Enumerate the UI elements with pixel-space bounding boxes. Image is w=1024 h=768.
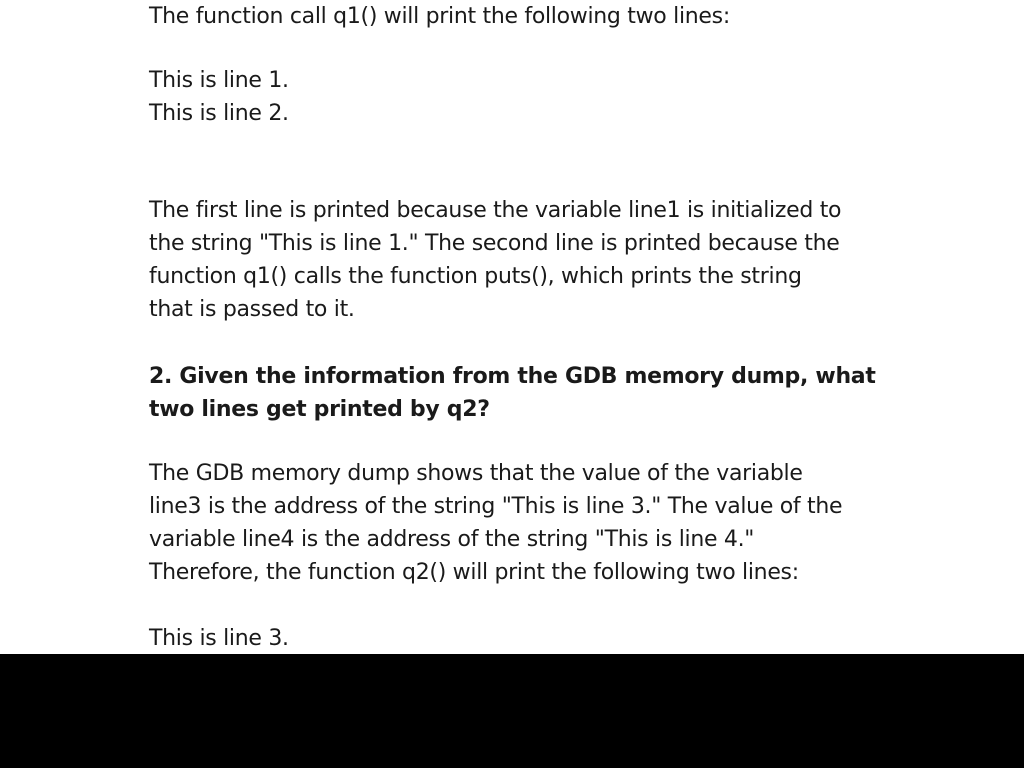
output-line-1: This is line 1. — [149, 68, 289, 93]
answer-line: The GDB memory dump shows that the value of the variable — [149, 461, 803, 486]
explanation-line: the string "This is line 1." The second line is printed because the — [149, 231, 840, 256]
explanation-line: that is passed to it. — [149, 297, 355, 322]
explanation-line: The first line is printed because the variable line1 is initialized to — [149, 198, 842, 223]
output-line-2: This is line 2. — [149, 101, 289, 126]
cutoff-output-line: This is line 3. — [149, 626, 289, 651]
letterbox-bar — [0, 654, 1024, 768]
answer-line: Therefore, the function q2() will print the following two lines: — [149, 560, 799, 585]
explanation-line: function q1() calls the function puts(), which prints the string — [149, 264, 802, 289]
answer-line: variable line4 is the address of the string "This is line 4." — [149, 527, 755, 552]
answer-line: line3 is the address of the string "This is line 3." The value of the — [149, 494, 843, 519]
question-heading: 2. Given the information from the GDB memory dump, what — [149, 364, 876, 389]
intro-paragraph: The function call q1() will print the following two lines: — [149, 4, 730, 29]
question-heading: two lines get printed by q2? — [149, 397, 490, 422]
